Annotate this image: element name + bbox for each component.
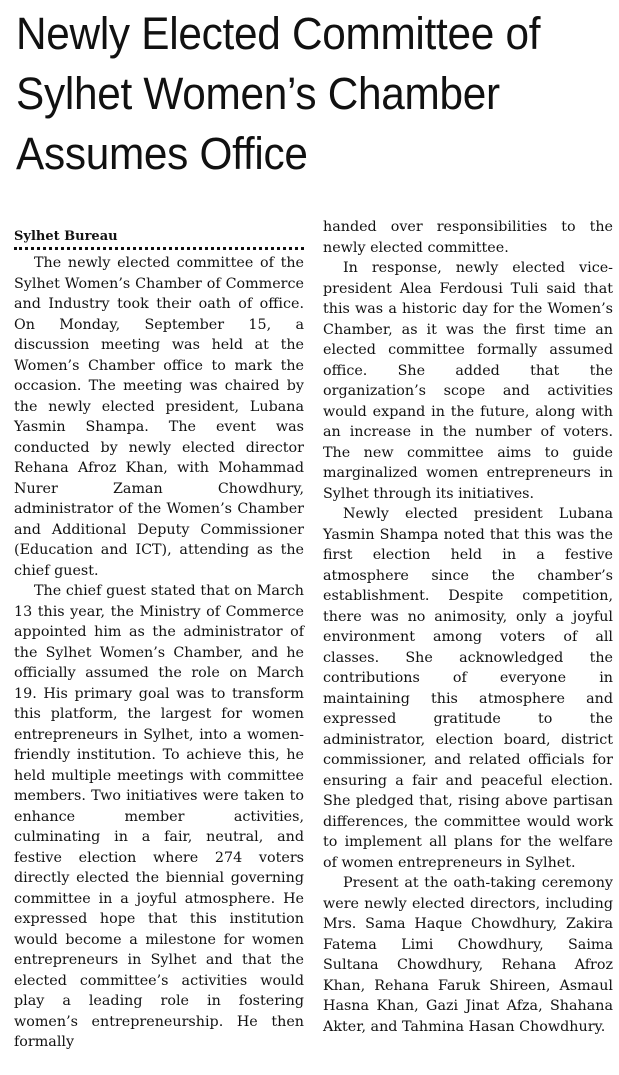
article-headline: Newly Elected Committee of Sylhet Women’s Chamber Assumes Office xyxy=(16,8,541,179)
article-paragraph-1: The newly elected committee of the Sylhet Women’s Chamber of Commerce and Industry took their oath of office. On Monday, September 15, a discussion meeting was held at the Women’s Chamber office to mark the occasion. The meeting was chaired by the newly elected president, Lubana Yasmin Shampa. The event was conducted by newly elected director Rehana Afroz Khan, with Mohammad Nurer Zaman Chowdhury, administrator of the Women’s Chamber and Additional Deputy Commissioner (Education and ICT), attending as the chief guest. xyxy=(14,255,304,579)
article-paragraph-2-start: The chief guest stated that on March 13 this year, the Ministry of Commerce appointed him as the administrator of the Sylhet Women’s Chamber, and he officially assumed the role on March 19. His primary goal was to transform this platform, the largest for women entrepreneurs in Sylhet, into a women-friendly institution. To achieve this, he held multiple meetings with committee members. Two initiatives were taken to enhance member activities, culminating in a fair, neutral, and festive election where 274 voters directly elected the biennial governing committee in a joyful atmosphere. He expressed hope that this institution would become a milestone for women entrepreneurs in Sylhet and that the elected committee’s activities would play a leading role in fostering women’s entrepreneurship. He then formally xyxy=(14,583,304,1050)
article-byline: Sylhet Bureau xyxy=(14,229,304,250)
article-column-right xyxy=(323,217,613,1037)
article-column-left xyxy=(14,229,304,1053)
article-paragraph-3: In response, newly elected vice-president Alea Ferdousi Tuli said that this was a historic day for the Women’s Chamber, as it was the first time an elected committee formally assumed office. She added that the organization’s scope and activities would expand in the future, along with an increase in the number of voters. The new committee aims to guide marginalized women entrepreneurs in Sylhet through its initiatives. xyxy=(323,260,613,502)
article-paragraph-5: Present at the oath-taking ceremony were newly elected directors, including Mrs. Sama Haque Chowdhury, Zakira Fatema Limi Chowdhury, Saima Sultana Chowdhury, Rehana Afroz Khan, Rehana Faruk Shireen, Asmaul Hasna Khan, Gazi Jinat Afza, Shahana Akter, and Tahmina Hasan Chowdhury. xyxy=(323,875,613,1035)
article-paragraph-2-continued: handed over responsibilities to the newly elected committee. xyxy=(323,219,613,256)
article-paragraph-4: Newly elected president Lubana Yasmin Shampa noted that this was the first election held in a festive atmosphere since the chamber’s establishment. Despite competition, there was no animosity, only a joyful environment among voters of all classes. She acknowledged the contributions of everyone in maintaining this atmosphere and expressed gratitude to the administrator, election board, district commissioner, and related officials for ensuring a fair and peaceful election. She pledged that, rising above partisan differences, the committee would work to implement all plans for the welfare of women entrepreneurs in Sylhet. xyxy=(323,506,613,871)
